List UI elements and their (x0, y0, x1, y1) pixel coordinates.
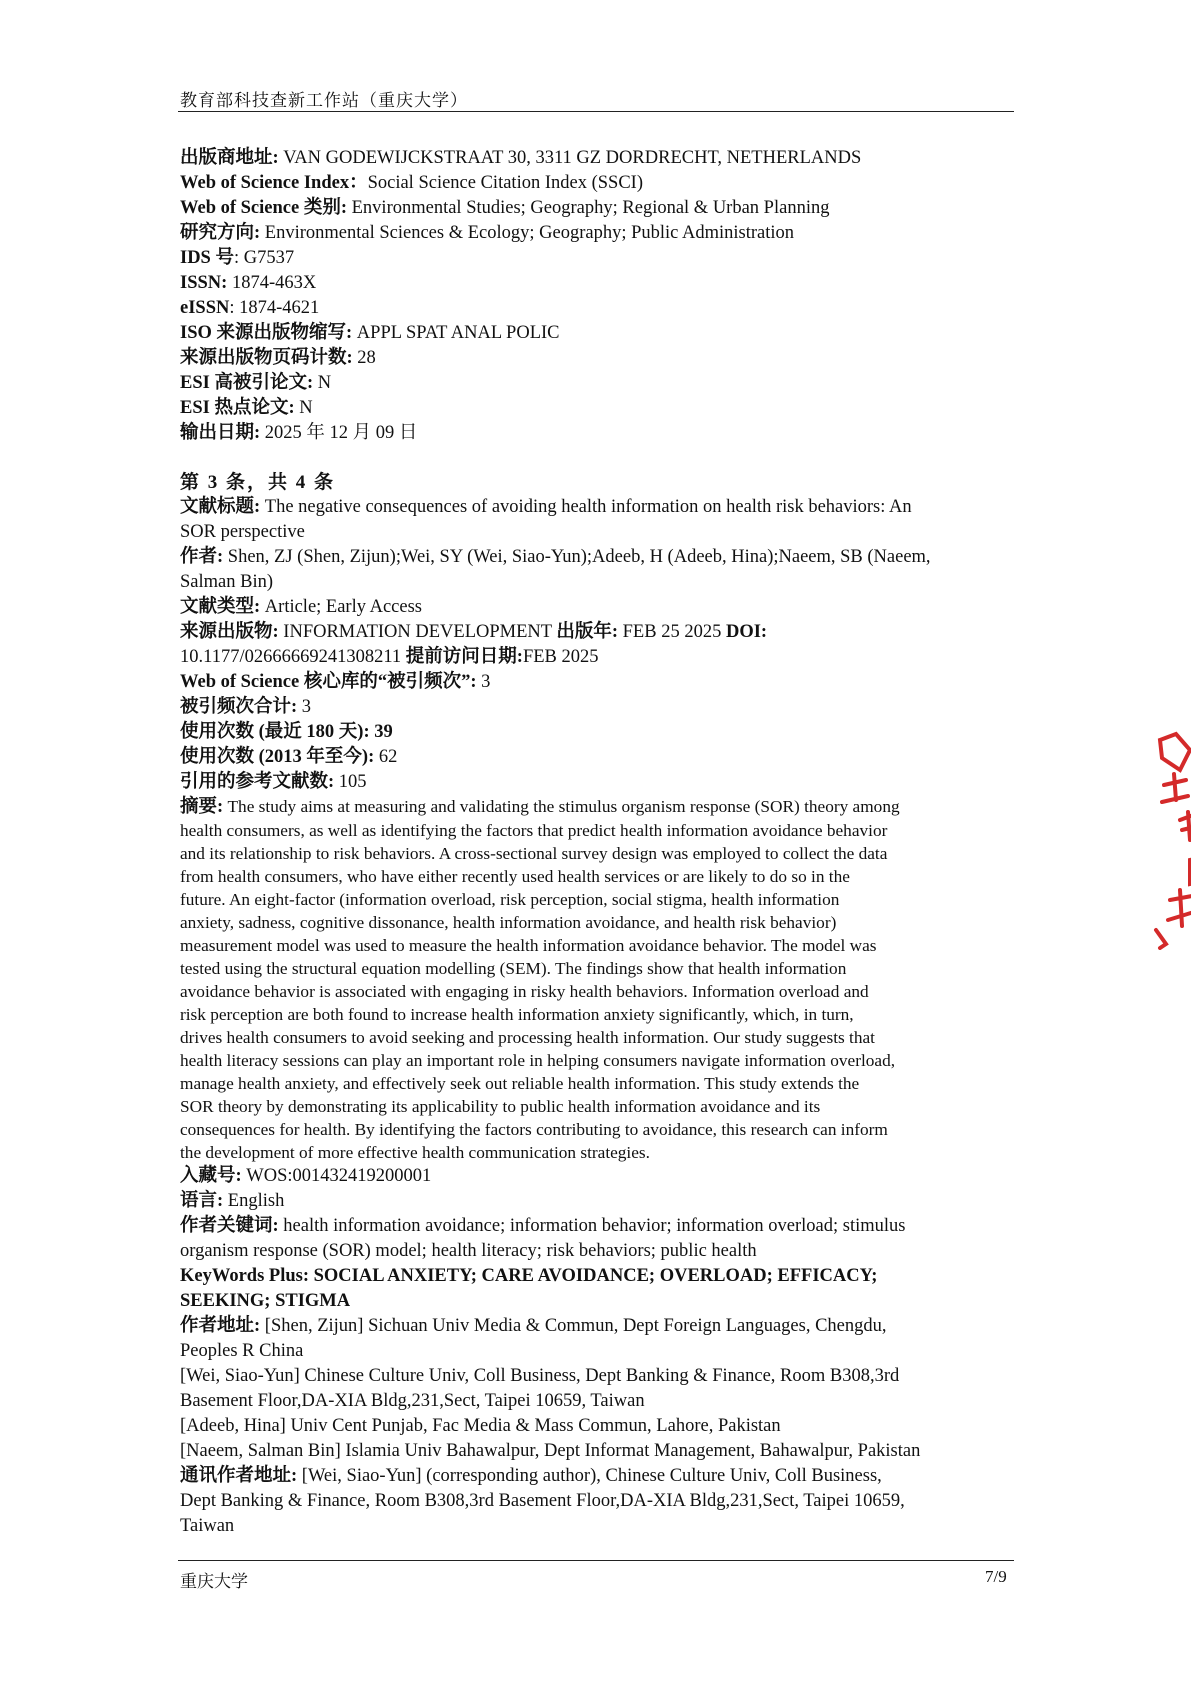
accession-number: 入藏号: WOS:001432419200001 (180, 1166, 432, 1186)
footer-institution: 重庆大学 (180, 1572, 248, 1592)
abstract: 摘要: The study aims at measuring and validating the stimulus organism response (SOR) theory among health consumers, as well as identifying the factors that predict health information avoidance behavior and its relationship to risk behaviors. A cross-sectional survey design was employed to collect the data from health consumers, who have either recently used health services or are likely to do so in the future. An eight-factor (information overload, risk perception, social stigma, health information anxiety, sadness, cognitive dissonance, health information avoidance, and health risk behavior) measurement model was used to measure the health information avoidance behavior. The model was tested using the structural equation modelling (SEM). The findings show that health information avoidance behavior is associated with engaging in risky health behaviors. Information overload and risk perception are both found to increase health information anxiety significantly, which, in turn, drives health consumers to avoid seeking and processing health information. Our study suggests that health literacy sessions can play an important role in helping consumers navigate information overload, manage health anxiety, and effectively seek out reliable health information. This study extends the SOR theory by demonstrating its applicability to public health information avoidance and its consequences for health. By identifying the factors contributing to avoidance, this research can inform the development of more effective health communication strategies. (180, 797, 900, 1162)
paper-title-cont: SOR perspective (180, 522, 305, 542)
publisher-address: 出版商地址: VAN GODEWIJCKSTRAAT 30, 3311 GZ DORDRECHT, NETHERLANDS (180, 148, 862, 168)
page-count: 来源出版物页码计数: 28 (180, 348, 376, 368)
record-heading: 第 3 条，共 4 条 (180, 472, 336, 493)
author-address-line: Basement Floor,DA-XIA Bldg,231,Sect, Taipei 10659, Taiwan (180, 1391, 645, 1411)
header-title: 教育部科技查新工作站（重庆大学） (180, 91, 468, 111)
total-cited: 被引频次合计: 3 (180, 697, 312, 717)
wos-core-cited: Web of Science 核心库的“被引频次”: 3 (180, 672, 491, 692)
wos-index: Web of Science Index：Social Science Citation Index (SSCI) (180, 173, 643, 193)
eissn: eISSN: 1874-4621 (180, 298, 320, 318)
wos-category: Web of Science 类别: Environmental Studies; Geography; Regional & Urban Planning (180, 198, 830, 218)
reference-count: 引用的参考文献数: 105 (180, 772, 367, 792)
page-number: 7/9 (985, 1567, 1007, 1586)
document-body (180, 146, 1010, 1539)
iso-abbrev: ISO 来源出版物缩写: APPL SPAT ANAL POLIC (180, 323, 560, 343)
paper-title: 文献标题: The negative consequences of avoiding health information on health risk behaviors: An (180, 497, 912, 517)
doi-line: 10.1177/02666669241308211 提前访问日期:FEB 2025 (180, 647, 599, 667)
source-publication: 来源出版物: INFORMATION DEVELOPMENT 出版年: FEB 25 2025 DOI: (180, 622, 768, 642)
issn: ISSN: 1874-463X (180, 273, 317, 293)
corresponding-address-line: Dept Banking & Finance, Room B308,3rd Basement Floor,DA-XIA Bldg,231,Sect, Taipei 10659, (180, 1491, 905, 1511)
esi-highly-cited: ESI 高被引论文: N (180, 373, 332, 393)
author-keywords: 作者关键词: health information avoidance; information behavior; information overload; stimulus (180, 1216, 906, 1236)
keywords-plus-cont: SEEKING; STIGMA (180, 1291, 351, 1311)
usage-since-2013: 使用次数 (2013 年至今): 62 (180, 747, 398, 767)
language: 语言: English (180, 1191, 285, 1211)
corresponding-address: 通讯作者地址: [Wei, Siao-Yun] (corresponding author), Chinese Culture Univ, Coll Business, (180, 1466, 882, 1486)
author-address-line: [Naeem, Salman Bin] Islamia Univ Bahawalpur, Dept Informat Management, Bahawalpur, Pakistan (180, 1441, 921, 1461)
header-divider (178, 111, 1014, 112)
author-keywords-cont: organism response (SOR) model; health literacy; risk behaviors; public health (180, 1241, 757, 1261)
author-address-line: [Adeeb, Hina] Univ Cent Punjab, Fac Media & Mass Commun, Lahore, Pakistan (180, 1416, 781, 1436)
authors: 作者: Shen, ZJ (Shen, Zijun);Wei, SY (Wei, Siao-Yun);Adeeb, H (Adeeb, Hina);Naeem, SB (Naeem, (180, 547, 931, 567)
official-seal-stamp (1150, 730, 1191, 950)
author-address: 作者地址: [Shen, Zijun] Sichuan Univ Media & Commun, Dept Foreign Languages, Chengdu, (180, 1316, 887, 1336)
ids-number: IDS 号: G7537 (180, 248, 295, 268)
document-type: 文献类型: Article; Early Access (180, 597, 422, 617)
author-address-line: [Wei, Siao-Yun] Chinese Culture Univ, Coll Business, Dept Banking & Finance, Room B308,3rd (180, 1366, 900, 1386)
author-address-line: Peoples R China (180, 1341, 304, 1361)
output-date: 输出日期: 2025 年 12 月 09 日 (180, 423, 418, 443)
corresponding-address-line: Taiwan (180, 1516, 235, 1536)
keywords-plus: KeyWords Plus: SOCIAL ANXIETY; CARE AVOIDANCE; OVERLOAD; EFFICACY; (180, 1266, 878, 1286)
footer-divider (178, 1560, 1014, 1561)
research-area: 研究方向: Environmental Sciences & Ecology; Geography; Public Administration (180, 223, 795, 243)
esi-hot-paper: ESI 热点论文: N (180, 398, 313, 418)
authors-cont: Salman Bin) (180, 572, 274, 592)
usage-180-days: 使用次数 (最近 180 天): 39 (180, 722, 393, 742)
